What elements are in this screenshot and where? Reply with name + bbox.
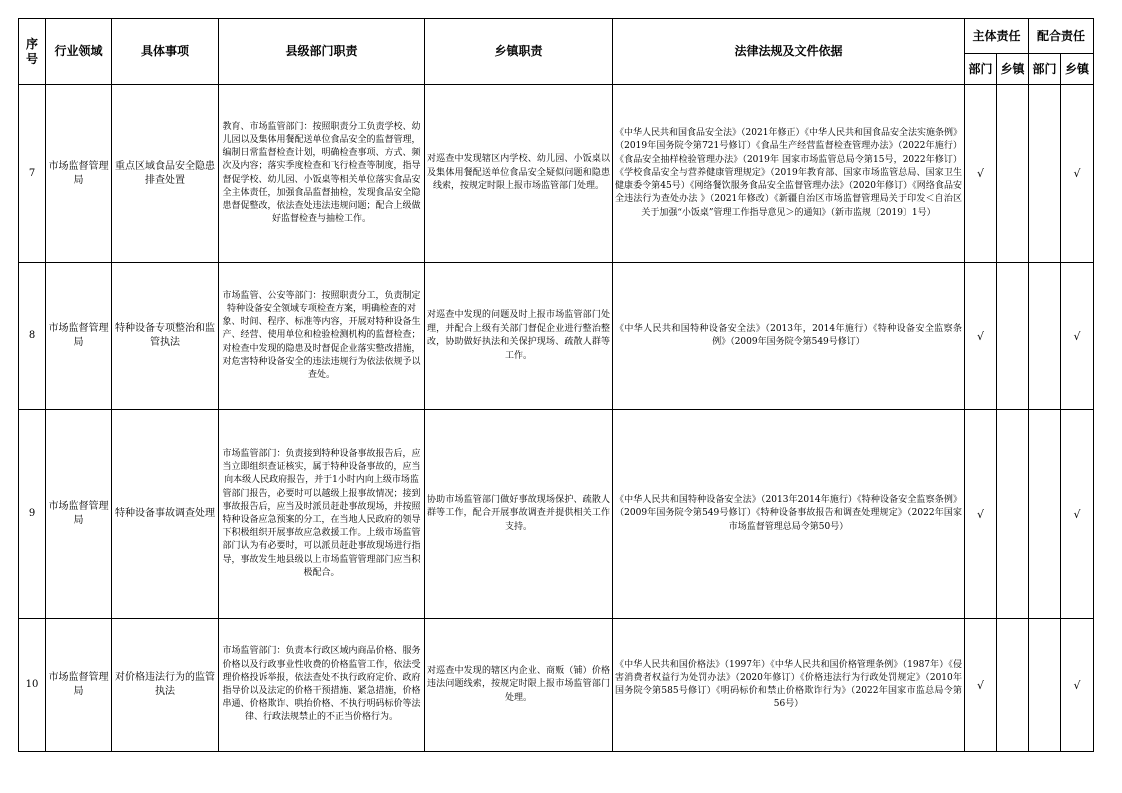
town-duty-cell: 对巡查中发现的问题及时上报市场监管部门处理，并配合上级有关部门督促企业进行整治整改，协助做好执法和关保护现场、疏散人群等工作。 (425, 263, 613, 410)
laws-cell: 《中华人民共和国特种设备安全法》（2013年，2014年施行）《特种设备安全监察条例》（2009年国务院令第549号修订） (613, 263, 965, 410)
main-dept-check: √ (965, 619, 997, 752)
coop-town-check: √ (1061, 85, 1094, 263)
item-cell: 特种设备事故调查处理 (112, 410, 219, 619)
main-town-check (997, 263, 1029, 410)
industry-cell: 市场监督管理局 (46, 85, 112, 263)
industry-cell: 市场监督管理局 (46, 410, 112, 619)
industry-cell: 市场监督管理局 (46, 619, 112, 752)
header-county-duty: 县级部门职责 (219, 19, 425, 85)
table-row (19, 85, 1094, 263)
header-town-duty: 乡镇职责 (425, 19, 613, 85)
town-duty-cell: 协助市场监管部门做好事故现场保护、疏散人群等工作，配合开展事故调查并提供相关工作支持。 (425, 410, 613, 619)
header-row (19, 19, 1094, 54)
header-coop-resp: 配合责任 (1029, 19, 1094, 54)
header-main-dept: 部门 (965, 54, 997, 85)
county-duty-cell: 市场监管部门：负责本行政区域内商品价格、服务价格以及行政事业性收费的价格监管工作，依法受理价格投诉举报，依法查处不执行政府定价、政府指导价以及法定的价格干预措施、紧急措施，价格串通、价格欺诈、哄抬价格、不执行明码标价等法律、行政法规禁止的不正当价格行为。 (219, 619, 425, 752)
coop-dept-check (1029, 410, 1061, 619)
coop-town-check: √ (1061, 619, 1094, 752)
seq-cell: 8 (19, 263, 46, 410)
coop-dept-check (1029, 263, 1061, 410)
coop-town-check: √ (1061, 410, 1094, 619)
seq-cell: 7 (19, 85, 46, 263)
header-main-town: 乡镇 (997, 54, 1029, 85)
main-dept-check: √ (965, 85, 997, 263)
header-coop-dept: 部门 (1029, 54, 1061, 85)
industry-cell: 市场监督管理局 (46, 263, 112, 410)
seq-cell: 10 (19, 619, 46, 752)
table-row (19, 263, 1094, 410)
town-duty-cell: 对巡查中发现的辖区内企业、商贩（铺）价格违法问题线索，按规定时限上报市场监管部门处理。 (425, 619, 613, 752)
laws-cell: 《中华人民共和国特种设备安全法》（2013年2014年施行）《特种设备安全监察条例》（2009年国务院令第549号修订）《特种设备事故报告和调查处理规定》（2022年国家市场监督管理总局令第50号） (613, 410, 965, 619)
main-town-check (997, 410, 1029, 619)
header-laws: 法律法规及文件依据 (613, 19, 965, 85)
coop-dept-check (1029, 85, 1061, 263)
item-cell: 重点区域食品安全隐患排查处置 (112, 85, 219, 263)
header-coop-town: 乡镇 (1061, 54, 1094, 85)
table-row (19, 410, 1094, 619)
header-seq: 序号 (19, 19, 46, 85)
county-duty-cell: 教育、市场监管部门：按照职责分工负责学校、幼儿园以及集体用餐配送单位食品安全的监督管理，编制日常监督检查计划，明确检查事项、方式、频次及内容；落实季度检查和飞行检查等制度，指导督促学校、幼儿园、小饭桌等相关单位落实食品安全主体责任，加强食品监督抽检，发现食品安全隐患督促整改，依法查处违法违规问题；配合上级做好监督检查与抽检工作。 (219, 85, 425, 263)
table-row (19, 619, 1094, 752)
county-duty-cell: 市场监管、公安等部门：按照职责分工，负责制定特种设备安全领域专项检查方案，明确检查的对象、时间、程序、标准等内容，开展对特种设备生产、经营、使用单位和检验检测机构的监督检查；对检查中发现的隐患及时督促企业落实整改措施，对危害特种设备安全的违法违规行为依法依规予以查处。 (219, 263, 425, 410)
item-cell: 特种设备专项整治和监管执法 (112, 263, 219, 410)
header-main-resp: 主体责任 (965, 19, 1029, 54)
main-town-check (997, 85, 1029, 263)
coop-dept-check (1029, 619, 1061, 752)
coop-town-check: √ (1061, 263, 1094, 410)
town-duty-cell: 对巡查中发现辖区内学校、幼儿园、小饭桌以及集体用餐配送单位食品安全疑似问题和隐患线索，按规定时限上报市场监管部门处理。 (425, 85, 613, 263)
laws-cell: 《中华人民共和国食品安全法》（2021年修正）《中华人民共和国食品安全法实施条例》（2019年国务院令第721号修订）《食品生产经营监督检查管理办法》（2022年施行）《食品安全抽样检验管理办法》（2019年 国家市场监管总局令第15号，2022年修订）《学校食品安全与营养健康管理规定》（2019年教育部、国家市场监管总局、国家卫生健康委令第45号）《网络餐饮服务食品安全监督管理办法》（2020年修订）《网络食品安全违法行为查处办法 》（2021年修改）《新疆自治区市场监督管理局关于印发＜自治区关于加强“小饭桌”管理工作指导意见＞的通知》（新市监规〔2019〕1号） (613, 85, 965, 263)
header-industry: 行业领域 (46, 19, 112, 85)
responsibility-table (18, 18, 1094, 752)
county-duty-cell: 市场监管部门：负责接到特种设备事故报告后，应当立即组织查证核实，属于特种设备事故的，应当向本级人民政府报告，并于1小时内向上级市场监管部门报告，必要时可以越级上报事故情况；接到事故报告后，应当及时派员赶赴事故现场，并按照特种设备应急预案的分工，在当地人民政府的领导下积极组织开展事故应急救援工作。上级市场监管部门认为有必要时，可以派员赶赴事故现场进行指导，事故发生地县级以上市场监管管理部门应当积极配合。 (219, 410, 425, 619)
main-dept-check: √ (965, 263, 997, 410)
header-item: 具体事项 (112, 19, 219, 85)
item-cell: 对价格违法行为的监管执法 (112, 619, 219, 752)
main-dept-check: √ (965, 410, 997, 619)
laws-cell: 《中华人民共和国价格法》（1997年）《中华人民共和国价格管理条例》（1987年）《侵害消费者权益行为处罚办法》（2020年修订）《价格违法行为行政处罚规定》（2010年国务院令第585号修订）《明码标价和禁止价格欺诈行为》（2022年国家市监总局令第56号） (613, 619, 965, 752)
main-town-check (997, 619, 1029, 752)
seq-cell: 9 (19, 410, 46, 619)
